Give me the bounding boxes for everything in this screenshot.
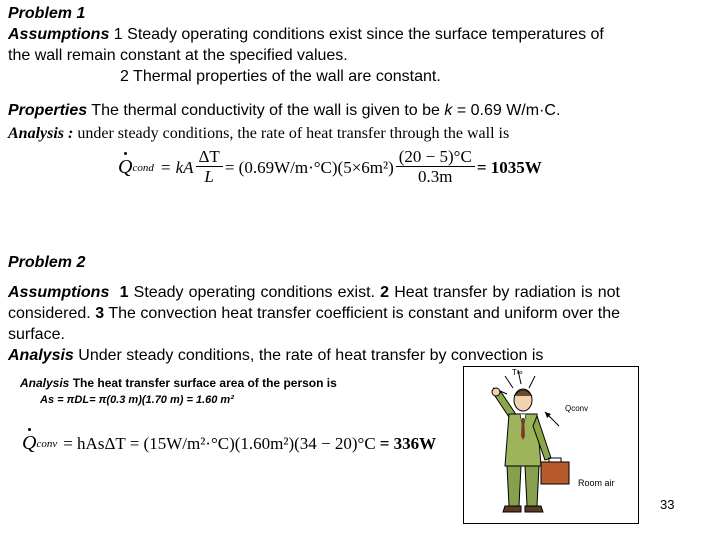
p2-analysis-label: Analysis — [8, 347, 74, 364]
p2-a1: Steady operating conditions exist. — [133, 284, 376, 301]
properties-text: The thermal conductivity of the wall is given to be — [91, 102, 440, 119]
q-conv-label: Qconv — [565, 404, 589, 413]
eq1-lhs: = kA — [159, 157, 194, 177]
k-value: = 0.69 W/m·C. — [456, 102, 561, 119]
convection-equation — [22, 432, 436, 455]
cond-subscript: cond — [132, 161, 154, 174]
conv-subscript: conv — [36, 437, 58, 450]
p2-analysis2-label: Analysis — [20, 376, 70, 390]
k-symbol: k — [444, 102, 453, 119]
eq1-result: = 1035W — [476, 157, 542, 177]
t-infinity-label: T∞ — [512, 368, 523, 377]
problem1-assumption1 — [8, 24, 604, 45]
eq2-text: = hAsΔT = (15W/m²·°C)(1.60m²)(34 − 20)°C — [63, 433, 376, 453]
problem1-title: Problem 1 — [8, 5, 86, 22]
p2-assumptions-label: Assumptions — [8, 284, 110, 301]
p2-n1: 1 — [119, 284, 129, 301]
q-dot-symbol: Q — [118, 156, 133, 178]
problem2-assumptions — [8, 282, 620, 345]
p2-a2: Heat transfer by radiation is not considered. — [8, 284, 620, 322]
properties-label: Properties — [8, 102, 88, 119]
conduction-equation — [118, 148, 542, 187]
eq1-frac-deltaT-L: $\frac{\Delta T}{L}$ — [196, 148, 223, 187]
person-illustration — [463, 366, 639, 524]
eq2-result: = 336W — [379, 433, 437, 453]
p2-n3: 3 — [95, 305, 105, 322]
p2-a3: The convection heat transfer coefficient is constant and uniform over the surface. — [8, 305, 620, 343]
problem1-properties — [8, 100, 560, 121]
q-dot-symbol-2: Q — [22, 432, 37, 454]
problem2-title: Problem 2 — [8, 254, 86, 271]
problem1-assumption2: 2 Thermal properties of the wall are constant. — [120, 68, 441, 85]
area-formula: As = πDL= π(0.3 m)(1.70 m) = 1.60 m² — [40, 394, 234, 406]
assumption1-text: 1 Steady operating conditions exist since the surface temperatures of — [113, 26, 604, 43]
room-air-label: Room air — [578, 478, 615, 488]
assumptions-label: Assumptions — [8, 26, 110, 43]
problem2-analysis2 — [20, 376, 337, 390]
p2-analysis-text: Under steady conditions, the rate of heat transfer by convection is — [78, 347, 544, 364]
problem2-analysis — [8, 345, 543, 366]
analysis-label: Analysis : — [8, 125, 74, 142]
analysis-text: under steady conditions, the rate of heat transfer through the wall is — [77, 125, 510, 142]
problem1-analysis — [8, 123, 509, 144]
page-number: 33 — [660, 497, 675, 512]
problem1-assumption1-cont: the wall remain constant at the specified values. — [8, 47, 348, 64]
eq1-middle: = (0.69W/m·°C)(5×6m²) — [224, 157, 394, 177]
eq1-frac-temps: $\frac{(20 - 5)^\circ C}{0.3m}$ — [396, 148, 475, 187]
p2-analysis2-text: The heat transfer surface area of the person is — [72, 376, 337, 390]
p2-n2: 2 — [380, 284, 390, 301]
